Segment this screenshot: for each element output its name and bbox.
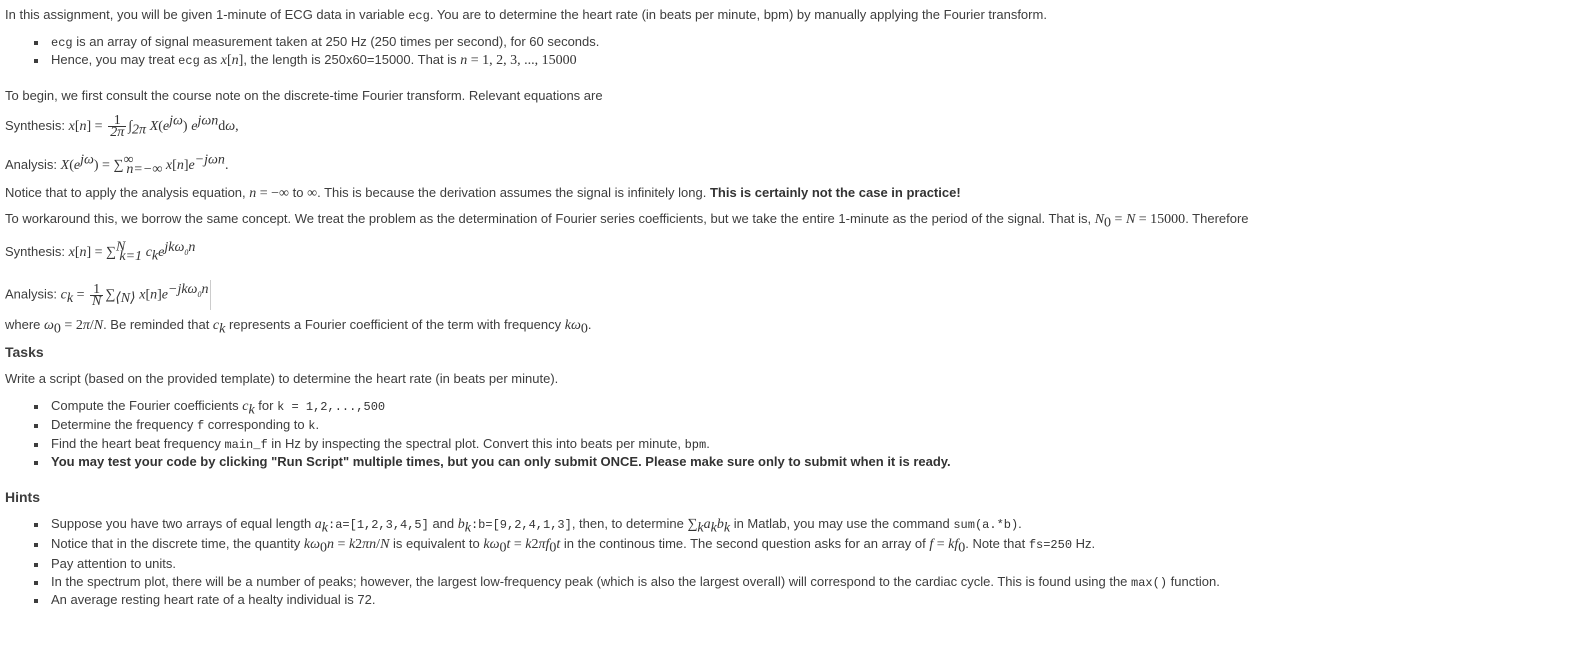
code-ecg: ecg: [51, 36, 73, 50]
notice-paragraph: Notice that to apply the analysis equation, n = −∞ to ∞. This is because the derivation assumes the signal is infinitely long. This is certainly not the case in practice!: [5, 185, 961, 201]
hint-item-5: An average resting heart rate of a healty individual is 72.: [34, 592, 375, 608]
text-cursor: [210, 280, 211, 310]
hint-item-4: In the spectrum plot, there will be a number of peaks; however, the largest low-frequency peak (which is also the largest overall) will correspond to the cardiac cycle. This is found using the max() function.: [34, 574, 1220, 591]
analysis-equation-fs: Analysis: $c_k$ = $\frac{1}{N}$ $\sum_{⟨N⟩}$ $x[n]e^{-jk\omega_0n}$: [5, 280, 211, 310]
task-item-2: Determine the frequency f corresponding to k.: [34, 417, 319, 434]
intro-text-2: . You are to determine the heart rate (in beats per minute, bpm) by manually applying the Fourier transform.: [429, 7, 1047, 22]
hint-item-1: Suppose you have two arrays of equal length $a_k:a=[1,2,3,4,5]$ and $b_k:b=[9,2,4,1,3]$, then, to determine $\sum_ka_kb_k$ in Matlab, you may use the command sum(a.*b).: [34, 516, 1022, 533]
intro-bullet-2: Hence, you may treat ecg as x[n], the length is 250x60=15000. That is n = 1, 2, 3, ..., 15000: [34, 52, 577, 69]
synthesis-equation-dtft: Synthesis: x[n] = $\frac{1}{2\pi}$ $\int_{2\pi}$ $X(e^{j\omega})$ $e^{j\omega n}d\omega$,: [5, 113, 239, 140]
bullet-text: is an array of signal measurement taken at 250 Hz (250 times per second), for 60 seconds.: [72, 34, 600, 49]
begin-paragraph: To begin, we first consult the course note on the discrete-time Fourier transform. Relevant equations are: [5, 88, 603, 103]
code-ecg: ecg: [178, 54, 200, 68]
intro-code-ecg: ecg: [408, 9, 430, 23]
where-paragraph: where $\omega_0 = 2\pi/N$. Be reminded that $c_k$ represents a Fourier coefficient of the term with frequency $k\omega_0$.: [5, 317, 592, 337]
math-n-range: n: [460, 53, 468, 68]
math-xn: x: [220, 53, 227, 68]
workaround-paragraph: To workaround this, we borrow the same concept. We treat the problem as the determination of Fourier series coefficients, but we take the entire 1-minute as the period of the signal. That is, $N_0 = N = 15000$. Therefore: [5, 211, 1249, 231]
hint-item-3: Pay attention to units.: [34, 556, 176, 572]
intro-bullet-1: [34, 34, 599, 51]
task-item-3: Find the heart beat frequency main_f in Hz by inspecting the spectral plot. Convert this into beats per minute, bpm.: [34, 436, 710, 453]
intro-paragraph: [5, 7, 1047, 24]
hint-item-2: Notice that in the discrete time, the quantity $k\omega_0n = k2\pi n/N$ is equivalent to $k\omega_0t = k2\pi f_0t$ in the continous time. The second question asks for an array of $f = kf_0$. Note that fs=250 Hz.: [34, 536, 1095, 553]
notice-bold: This is certainly not the case in practice!: [709, 185, 961, 200]
tasks-intro: Write a script (based on the provided template) to determine the heart rate (in beats per minute).: [5, 371, 559, 386]
task-item-1: Compute the Fourier coefficients $c_k$ for k = 1,2,...,500: [34, 398, 385, 415]
task-item-4: You may test your code by clicking "Run Script" multiple times, but you can only submit ONCE. Please make sure only to submit when it is ready.: [34, 454, 951, 470]
tasks-heading: Tasks: [5, 344, 44, 360]
hints-heading: Hints: [5, 489, 40, 505]
intro-text: In this assignment, you will be given 1-minute of ECG data in variable: [5, 7, 405, 22]
synthesis-equation-fs: Synthesis: x[n] = ∑$^N_{k=1}$ $c_ke^{jk\omega_0n}$: [5, 239, 196, 264]
analysis-equation-dtft: Analysis: $X(e^{j\omega}) = \sum^\infty_{n=-\infty}$ $x[n]e^{-j\omega n}$.: [5, 152, 229, 177]
